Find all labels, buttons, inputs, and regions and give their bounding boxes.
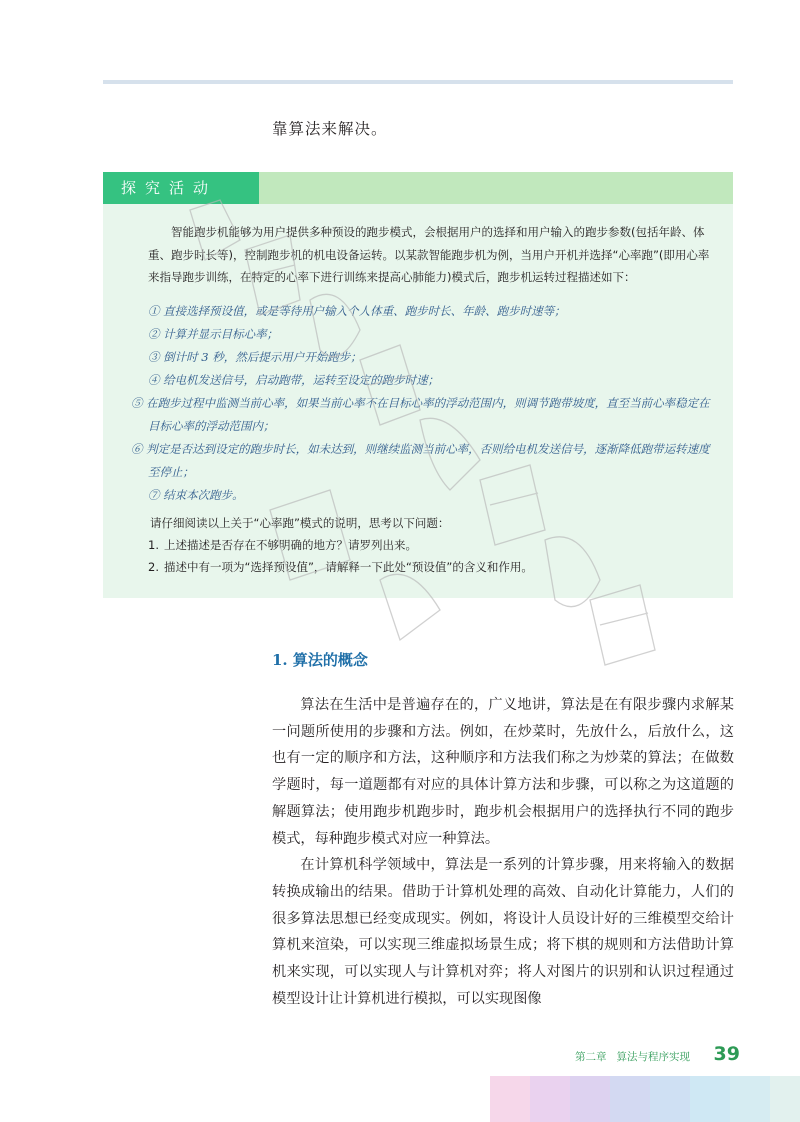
activity-intro: 智能跑步机能够为用户提供多种预设的跑步模式，会根据用户的选择和用户输入的跑步参数(包括年龄、体重、跑步时长等)，控制跑步机的机电设备运转。以某款智能跑步机为例，当用户开机并选择“心率跑”(即用心率来指导跑步训练，在特定的心率下进行训练来提高心肺能力)模式后，跑步机运转过程描述如下： xyxy=(148,225,710,284)
band-segment xyxy=(490,1076,530,1122)
step-item: ⑤ 在跑步过程中监测当前心率，如果当前心率不在目标心率的浮动范围内，则调节跑带坡度，直至当前心率稳定在目标心率的浮动范围内； xyxy=(131,396,710,433)
band-segment xyxy=(650,1076,690,1122)
inquiry-activity-box xyxy=(103,172,733,598)
question-lead: 请仔细阅读以上关于“心率跑”模式的说明，思考以下问题： xyxy=(150,516,450,530)
page-footer xyxy=(520,1043,740,1069)
body-paragraph: 算法在生活中是普遍存在的，广义地讲，算法是在有限步骤内求解某一问题所使用的步骤和方法。例如，在炒菜时，先放什么，后放什么，这也有一定的顺序和方法，这种顺序和方法我们称之为炒菜的算法；在做数学题时，每一道题都有对应的具体计算方法和步骤，可以称之为这道题的解题算法；使用跑步机跑步时，跑步机会根据用户的选择执行不同的跑步模式，每种跑步模式对应一种算法。 xyxy=(272,697,734,847)
question-number: 2. xyxy=(148,560,159,574)
section-body xyxy=(272,692,734,1012)
activity-steps xyxy=(131,300,721,507)
band-segment xyxy=(570,1076,610,1122)
step-item: ⑦ 结束本次跑步。 xyxy=(148,488,244,502)
step-item: ① 直接选择预设值，或是等待用户输入个人体重、跑步时长、年龄、跑步时速等； xyxy=(148,304,566,318)
section-title: 1. 算法的概念 xyxy=(272,651,368,669)
footer-chapter: 第二章 xyxy=(575,1051,607,1063)
decorative-color-band xyxy=(490,1076,800,1122)
footer-chapter-title: 算法与程序实现 xyxy=(616,1051,690,1063)
band-segment xyxy=(690,1076,730,1122)
top-rule xyxy=(103,80,733,84)
question-text: 上述描述是否存在不够明确的地方？请罗列出来。 xyxy=(164,538,417,552)
band-segment xyxy=(730,1076,770,1122)
lead-text: 靠算法来解决。 xyxy=(272,120,388,138)
band-segment xyxy=(610,1076,650,1122)
step-item: ④ 给电机发送信号，启动跑带，运转至设定的跑步时速； xyxy=(148,373,440,387)
activity-title: 探究活动 xyxy=(103,172,259,204)
question-item xyxy=(148,535,718,555)
activity-questions xyxy=(148,513,718,579)
question-text: 描述中有一项为“选择预设值”，请解释一下此处“预设值”的含义和作用。 xyxy=(164,560,533,574)
footer-chapter-label xyxy=(575,1049,690,1064)
body-paragraph: 在计算机科学领域中，算法是一系列的计算步骤，用来将输入的数据转换成输出的结果。借助于计算机处理的高效、自动化计算能力，人们的很多算法思想已经变成现实。例如，将设计人员设计好的三维模型交给计算机来渲染，可以实现三维虚拟场景生成；将下棋的规则和方法借助计算机来实现，可以实现人与计算机对弈；将人对图片的识别和认识过程通过模型设计让计算机进行模拟，可以实现图像 xyxy=(272,857,734,1007)
question-number: 1. xyxy=(148,538,159,552)
question-item xyxy=(148,557,718,577)
page-number: 39 xyxy=(713,1043,740,1065)
band-segment xyxy=(530,1076,570,1122)
band-segment xyxy=(770,1076,800,1122)
step-item: ③ 倒计时 3 秒，然后提示用户开始跑步； xyxy=(148,350,362,364)
step-item: ⑥ 判定是否达到设定的跑步时长，如未达到，则继续监测当前心率，否则给电机发送信号，逐渐降低跑带运转速度至停止； xyxy=(131,442,710,479)
activity-header-bar xyxy=(103,172,733,204)
step-item: ② 计算并显示目标心率； xyxy=(148,327,279,341)
